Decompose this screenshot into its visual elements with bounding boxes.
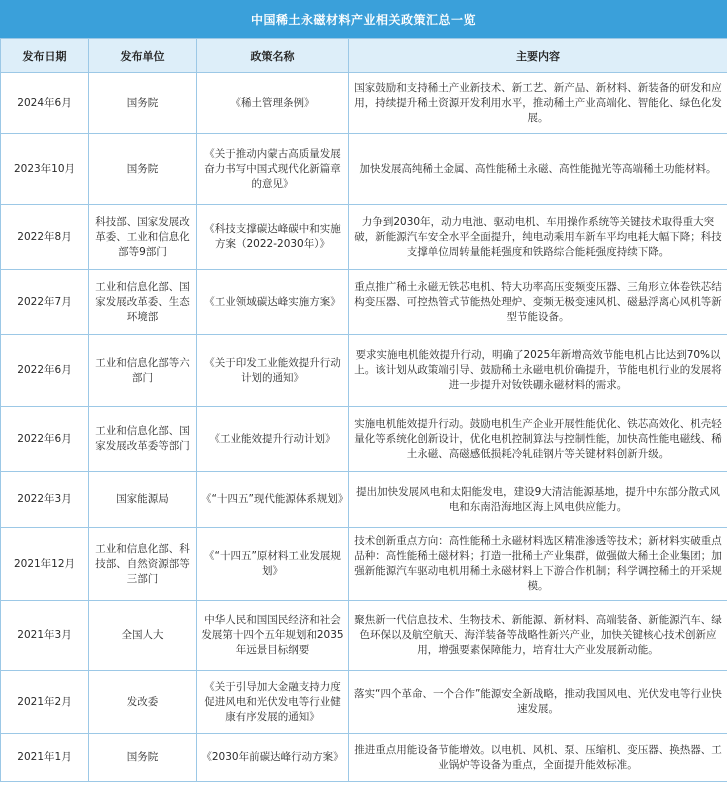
cell-date: 2022年3月 — [1, 472, 89, 528]
cell-unit: 工业和信息化部、国家发展改革委等部门 — [89, 407, 197, 472]
policy-table — [0, 38, 727, 782]
table-row — [1, 671, 727, 734]
header-unit: 发布单位 — [89, 39, 197, 73]
table-row — [1, 134, 727, 205]
cell-unit: 工业和信息化部、科技部、自然资源部等三部门 — [89, 528, 197, 601]
cell-unit: 国家能源局 — [89, 472, 197, 528]
cell-policy-name: 《工业能效提升行动计划》 — [197, 407, 349, 472]
cell-content: 落实“四个革命、一个合作”能源安全新战略，推动我国风电、光伏发电等行业快速发展。 — [349, 671, 727, 734]
cell-policy-name: 《“十四五”现代能源体系规划》 — [197, 472, 349, 528]
cell-date: 2021年12月 — [1, 528, 89, 601]
cell-policy-name: 《关于引导加大金融支持力度促进风电和光伏发电等行业健康有序发展的通知》 — [197, 671, 349, 734]
table-row — [1, 601, 727, 671]
cell-date: 2021年3月 — [1, 601, 89, 671]
table-row — [1, 734, 727, 782]
cell-content: 力争到2030年，动力电池、驱动电机、车用操作系统等关键技术取得重大突破，新能源汽车安全水平全面提升，纯电动乘用车新车平均电耗大幅下降；科技支撑单位周转量能耗强度和铁路综合能耗强度持续下降。 — [349, 205, 727, 270]
table-row — [1, 472, 727, 528]
cell-unit: 工业和信息化部、国家发展改革委、生态环境部 — [89, 270, 197, 335]
cell-policy-name: 《科技支撑碳达峰碳中和实施方案（2022-2030年）》 — [197, 205, 349, 270]
cell-content: 提出加快发展风电和太阳能发电，建设9大清洁能源基地，提升中东部分散式风电和东南沿海地区海上风电供应能力。 — [349, 472, 727, 528]
cell-date: 2021年1月 — [1, 734, 89, 782]
table-row — [1, 270, 727, 335]
cell-content: 重点推广稀土永磁无铁芯电机、特大功率高压变频变压器、三角形立体卷铁芯结构变压器、可控热管式节能热处理炉、变频无极变速风机、磁悬浮离心风机等新型节能设备。 — [349, 270, 727, 335]
cell-content: 技术创新重点方向：高性能稀土永磁材料选区精准渗透等技术；新材料实破重点品种：高性能稀土磁材料；打造一批稀土产业集群，做强做大稀土企业集团；加强新能源汽车驱动电机用稀土永磁材料上下游合作机制；科学调控稀土的开采规模。 — [349, 528, 727, 601]
cell-content: 加快发展高纯稀土金属、高性能稀土永磁、高性能抛光等高端稀土功能材料。 — [349, 134, 727, 205]
header-content: 主要内容 — [349, 39, 727, 73]
table-header — [1, 39, 727, 73]
cell-date: 2022年6月 — [1, 335, 89, 407]
header-date: 发布日期 — [1, 39, 89, 73]
cell-content: 实施电机能效提升行动。鼓励电机生产企业开展性能优化、铁芯高效化、机壳轻量化等系统化创新设计，优化电机控制算法与控制性能，加快高性能电磁线、稀土永磁、高磁感低损耗冷轧硅钢片等关键材料创新升级。 — [349, 407, 727, 472]
table-row — [1, 335, 727, 407]
cell-unit: 国务院 — [89, 734, 197, 782]
table-row — [1, 528, 727, 601]
cell-content: 聚焦新一代信息技术、生物技术、新能源、新材料、高端装备、新能源汽车、绿色环保以及航空航天、海洋装备等战略性新兴产业，加快关键核心技术创新应用，增强要素保障能力，培育壮大产业发展新动能。 — [349, 601, 727, 671]
cell-policy-name: 《关于印发工业能效提升行动计划的通知》 — [197, 335, 349, 407]
cell-unit: 全国人大 — [89, 601, 197, 671]
cell-policy-name: 《稀土管理条例》 — [197, 73, 349, 134]
cell-date: 2022年6月 — [1, 407, 89, 472]
cell-unit: 工业和信息化部等六部门 — [89, 335, 197, 407]
cell-date: 2021年2月 — [1, 671, 89, 734]
cell-content: 推进重点用能设备节能增效。以电机、风机、泵、压缩机、变压器、换热器、工业锅炉等设备为重点，全面提升能效标准。 — [349, 734, 727, 782]
cell-content: 要求实施电机能效提升行动，明确了2025年新增高效节能电机占比达到70%以上。该计划从政策端引导、鼓励稀土永磁电机价确提升，节能电机行业的发展将进一步提升对钕铁硼永磁材料的需求。 — [349, 335, 727, 407]
cell-date: 2022年8月 — [1, 205, 89, 270]
cell-unit: 国务院 — [89, 73, 197, 134]
cell-policy-name: 《“十四五”原材料工业发展规划》 — [197, 528, 349, 601]
cell-date: 2023年10月 — [1, 134, 89, 205]
table-row — [1, 205, 727, 270]
cell-policy-name: 《工业领域碳达峰实施方案》 — [197, 270, 349, 335]
cell-unit: 国务院 — [89, 134, 197, 205]
table-row — [1, 73, 727, 134]
cell-date: 2022年7月 — [1, 270, 89, 335]
cell-policy-name: 《2030年前碳达峰行动方案》 — [197, 734, 349, 782]
table-title: 中国稀土永磁材料产业相关政策汇总一览 — [0, 0, 727, 38]
cell-date: 2024年6月 — [1, 73, 89, 134]
cell-content: 国家鼓励和支持稀土产业新技术、新工艺、新产品、新材料、新装备的研发和应用，持续提升稀土资源开发利用水平，推动稀土产业高端化、智能化、绿色化发展。 — [349, 73, 727, 134]
header-policy-name: 政策名称 — [197, 39, 349, 73]
cell-policy-name: 中华人民和国国民经济和社会发展第十四个五年规划和2035年远景目标纲要 — [197, 601, 349, 671]
cell-policy-name: 《关于推动内蒙古高质量发展奋力书写中国式现代化新篇章的意见》 — [197, 134, 349, 205]
cell-unit: 发改委 — [89, 671, 197, 734]
table-row — [1, 407, 727, 472]
cell-unit: 科技部、国家发展改革委、工业和信息化部等9部门 — [89, 205, 197, 270]
